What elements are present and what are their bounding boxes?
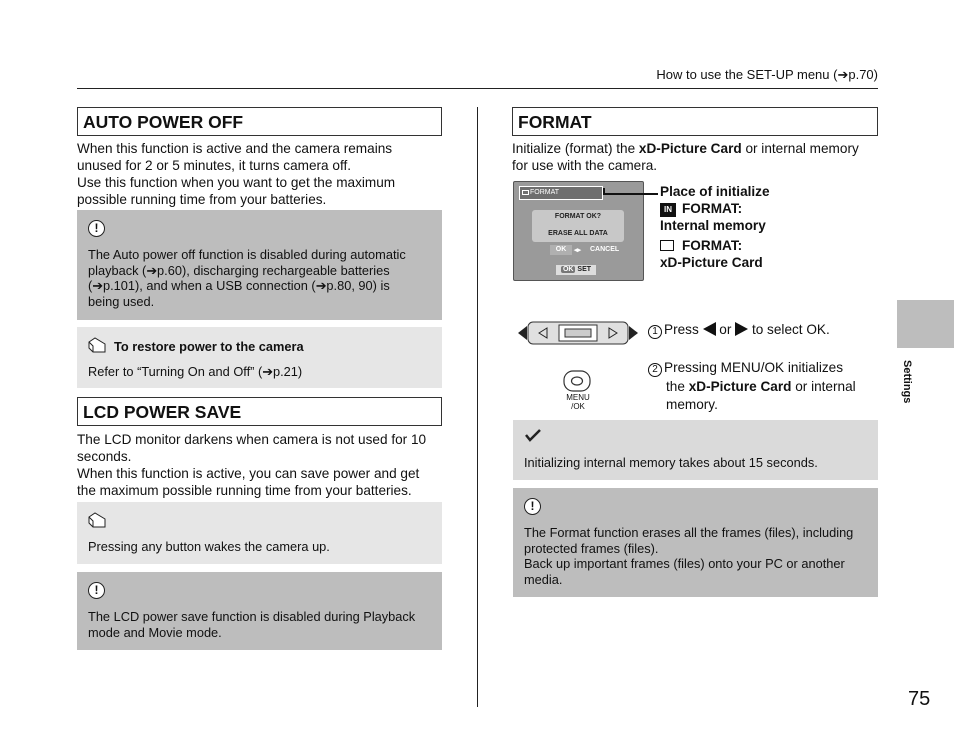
warning-box [77,572,442,650]
warning-text: The LCD power save function is disabled during Playback mode and Movie mode. [88,609,416,640]
warning-icon: ! [88,582,105,599]
menu-ok-button-icon [563,370,591,394]
auto-power-off-title: AUTO POWER OFF [77,107,442,136]
memo-box [77,502,442,564]
right-arrow-icon [735,322,748,336]
warning-box [77,210,442,320]
internal-memory-icon: IN [660,203,676,217]
screen-dialog: FORMAT OK? ERASE ALL DATA [532,210,624,242]
memo-icon [87,336,107,354]
callout-line [603,188,605,194]
lcd-power-save-text: The LCD monitor darkens when camera is not used for 10 seconds. When this function is active, you can save power and get the maximum possible running time from your batteries. [77,432,427,498]
warning-icon: ! [524,498,541,515]
camera-screen [513,181,644,281]
warning-text: The Format function erases all the frames (files), including protected frames (files). Back up important frames (files) onto your PC or another media. [524,525,854,587]
auto-power-off-text: When this function is active and the camera remains unused for 2 or 5 minutes, it turns camera off. Use this function when you want to get the maximum possible running time from your batteries. [77,141,396,207]
screen-arrows: ◂▸ [574,247,582,254]
memo-text: Refer to “Turning On and Off” (➔p.21) [88,364,303,379]
screen-title: FORMAT [519,186,603,200]
screen-set-hint: OK SET [556,265,596,275]
warning-text: The Auto power off function is disabled during automatic playback (➔p.60), discharging rechargeable batteries (➔p.101), and when a USB connection (➔p.80, 90) is being used. [88,247,406,309]
header-text: How to use the SET-UP menu (➔p.70) [656,67,878,82]
warning-icon: ! [88,220,105,237]
callout-text: Place of initialize IN FORMAT: Internal memory FORMAT: xD-Picture Card [660,184,770,270]
format-title: FORMAT [512,107,878,136]
screen-ok-option: OK [550,245,572,255]
screen-cancel-option: CANCEL [590,246,620,253]
step-1: 1 Press or to select OK. [648,321,878,340]
memo-icon [87,511,107,529]
memo-box [77,327,442,388]
lcd-power-save-title: LCD POWER SAVE [77,397,442,426]
menu-ok-label: MENU /OK [566,393,590,411]
column-divider [477,107,478,707]
left-arrow-icon [703,322,716,336]
warning-box [513,488,878,597]
format-text: Initialize (format) the xD-Picture Card or internal memory for use with the camera. [512,141,859,173]
callout-line [603,193,658,195]
section-label: Settings [901,360,913,404]
header-rule [77,88,878,89]
section-tab [897,300,954,348]
step-number: 1 [648,325,662,339]
step-2: 2 Pressing MENU/OK initializes the xD-Picture Card or internal memory. [648,359,878,415]
memo-text: Pressing any button wakes the camera up. [88,539,330,554]
page-number: 75 [908,688,931,710]
step-number: 2 [648,363,662,377]
card-icon [660,240,674,251]
left-right-button-icon [517,320,639,346]
card-icon [522,190,529,195]
memo-title: To restore power to the camera [114,339,304,354]
check-text: Initializing internal memory takes about 15 seconds. [524,455,818,470]
check-box [513,420,878,480]
check-icon [524,428,542,442]
